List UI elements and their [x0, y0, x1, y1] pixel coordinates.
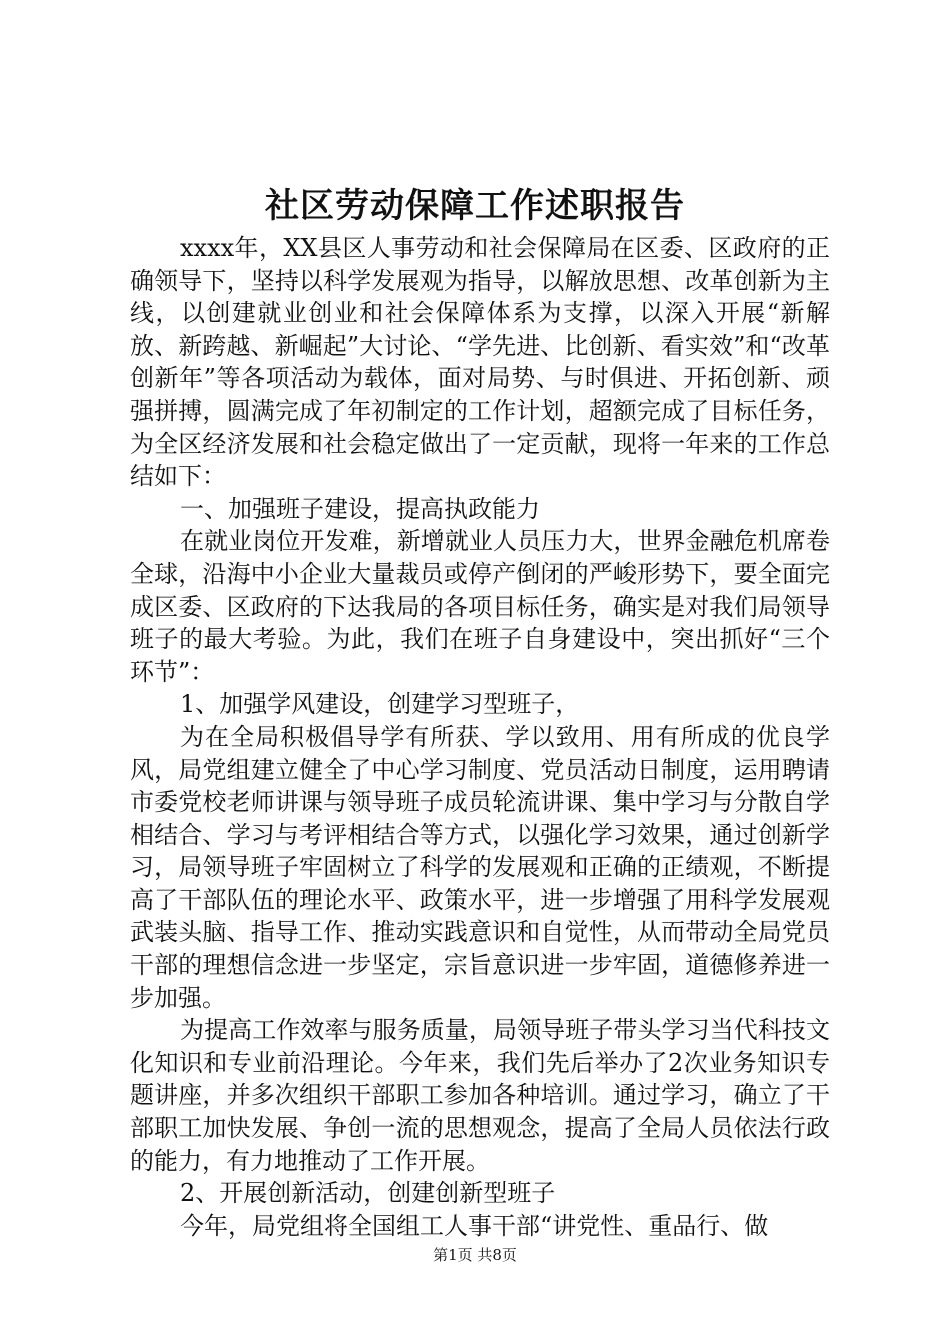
- paragraph: 今年，局党组将全国组工人事干部“讲党性、重品行、做: [180, 1211, 769, 1240]
- paragraph: 为提高工作效率与服务质量，局领导班子带头学习当代科技文化知识和专业前沿理论。今年来，我们先后举办了2次业务知识专题讲座，并多次组织干部职工参加各种培训。通过学习，确立了干部职工加快发展、争创一流的思想观念，提高了全局人员依法行政的能力，有力地推动了工作开展。: [130, 1016, 830, 1175]
- paragraph-intro: xxxx年，XX县区人事劳动和社会保障局在区委、区政府的正确领导下，坚持以科学发展观为指导，以解放思想、改革创新为主线，以创建就业创业和社会保障体系为支撑，以深入开展“新解放、新跨越、新崛起”大讨论、“学先进、比创新、看实效”和“改革创新年”等各项活动为载体，面对局势、与时俱进、开拓创新、顽强拼搏，圆满完成了年初制定的工作计划，超额完成了目标任务，为全区经济发展和社会稳定做出了一定贡献，现将一年来的工作总结如下：: [130, 234, 830, 491]
- document-title: 社区劳动保障工作述职报告: [265, 186, 685, 226]
- page-footer: 第1页 共8页: [433, 1246, 517, 1264]
- paragraph: 在就业岗位开发难，新增就业人员压力大，世界金融危机席卷全球，沿海中小企业大量裁员或停产倒闭的严峻形势下，要全面完成区委、区政府的下达我局的各项目标任务，确实是对我们局领导班子的最大考验。为此，我们在班子自身建设中，突出抓好“三个环节”：: [130, 527, 830, 686]
- paragraph: 为在全局积极倡导学有所获、学以致用、用有所成的优良学风，局党组建立健全了中心学习制度、党员活动日制度，运用聘请市委党校老师讲课与领导班子成员轮流讲课、集中学习与分散自学相结合、学习与考评相结合等方式，以强化学习效果，通过创新学习，局领导班子牢固树立了科学的发展观和正确的正绩观，不断提高了干部队伍的理论水平、政策水平，进一步增强了用科学发展观武装头脑、指导工作、推动实践意识和自觉性，从而带动全局党员干部的理想信念进一步坚定，宗旨意识进一步牢固，道德修养进一步加强。: [130, 722, 830, 1012]
- document-body: [130, 232, 830, 1242]
- subsection-heading-1: 1、加强学风建设，创建学习型班子，: [180, 690, 580, 719]
- section-heading-1: 一、加强班子建设，提高执政能力: [180, 494, 540, 523]
- subsection-heading-2: 2、开展创新活动，创建创新型班子: [180, 1179, 556, 1208]
